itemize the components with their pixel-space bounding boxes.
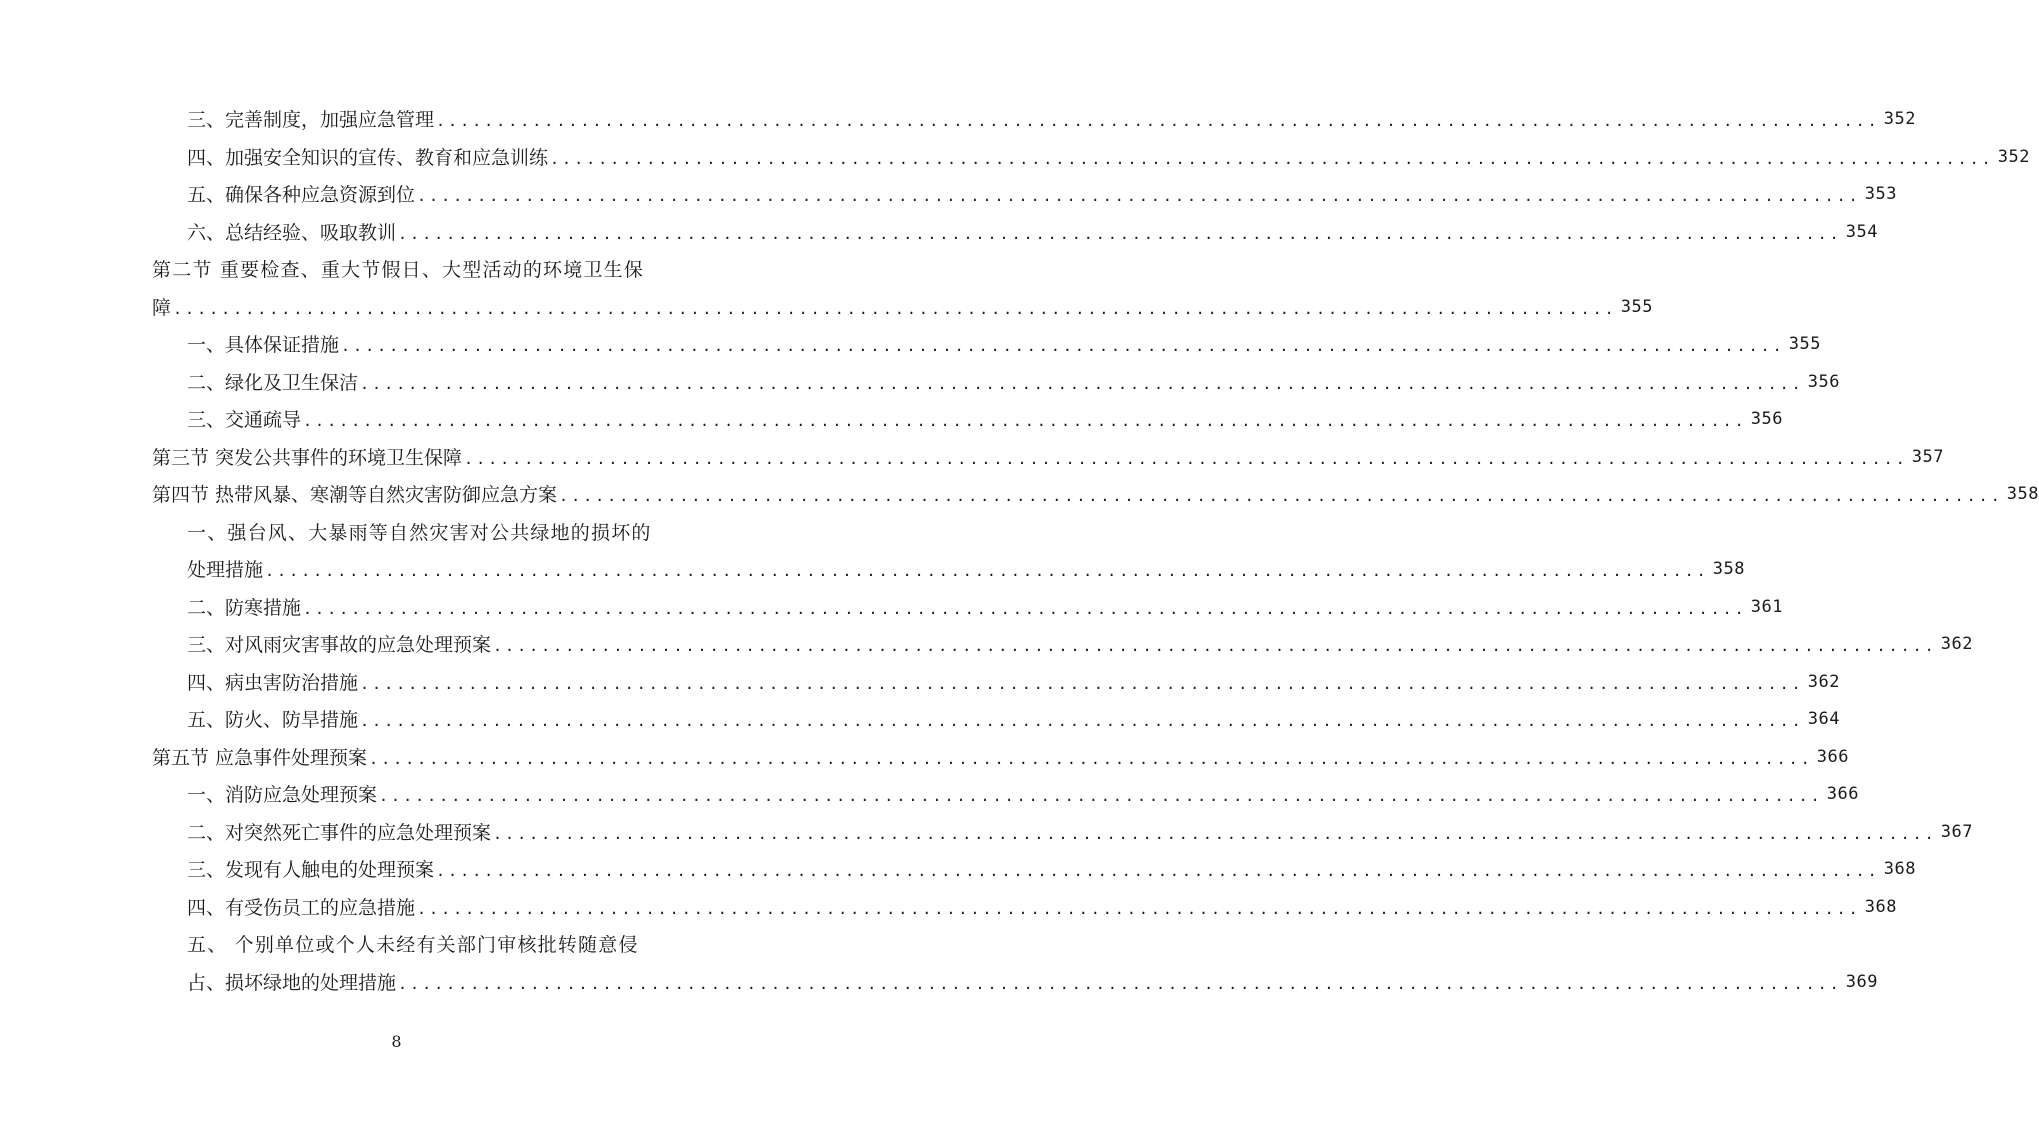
toc-leader-dots: ........................................................................................................................ xyxy=(436,112,1880,130)
toc-entry-page: 368 xyxy=(1883,858,1916,879)
toc-leader-dots: ........................................................................................................................ xyxy=(265,562,1709,580)
toc-entry-page: 355 xyxy=(1788,333,1821,354)
toc-leader-dots: ........................................................................................................................ xyxy=(360,675,1804,693)
toc-entry xyxy=(152,738,1849,775)
toc-entry-page: 367 xyxy=(1940,821,1973,842)
toc-entry-page: 352 xyxy=(1883,108,1916,129)
toc-entry xyxy=(187,888,1897,925)
toc-entry-page: 357 xyxy=(1911,446,1944,467)
toc-entry-page: 358 xyxy=(2006,483,2039,504)
toc-entry-page: 364 xyxy=(1807,708,1840,729)
toc-entry xyxy=(187,100,1916,137)
toc-entry-label: 二、防寒措施 xyxy=(187,597,302,619)
toc-entry xyxy=(187,775,1859,812)
toc-entry xyxy=(152,475,2039,512)
toc-leader-dots: ........................................................................................................................ xyxy=(417,187,1861,205)
toc-entry xyxy=(187,363,1840,400)
toc-entry-label: 占、损坏绿地的处理措施 xyxy=(187,972,397,994)
toc-entry-label: 四、加强安全知识的宣传、教育和应急训练 xyxy=(187,147,549,169)
toc-leader-dots: ........................................................................................................................ xyxy=(417,900,1861,918)
toc-leader-dots: ........................................................................................................................ xyxy=(360,712,1804,730)
toc-entry-label: 三、完善制度，加强应急管理 xyxy=(187,109,435,131)
toc-entry-page: 353 xyxy=(1864,183,1897,204)
toc-entry xyxy=(187,925,674,962)
toc-entry xyxy=(187,175,1897,212)
toc-entry-page: 356 xyxy=(1807,371,1840,392)
toc-leader-dots: ........................................................................................................................ xyxy=(464,450,1908,468)
toc-leader-dots: ........................................................................................................................ xyxy=(398,975,1842,993)
toc-entry xyxy=(187,850,1916,887)
toc-entry xyxy=(187,813,1973,850)
toc-entry xyxy=(187,588,1783,625)
toc-leader-dots: ........................................................................................................................ xyxy=(341,337,1785,355)
toc-entry-label: 第五节 应急事件处理预案 xyxy=(152,747,368,769)
toc-entry-label: 二、对突然死亡事件的应急处理预案 xyxy=(187,822,492,844)
toc-entry-label: 三、对风雨灾害事故的应急处理预案 xyxy=(187,634,492,656)
toc-entry xyxy=(187,213,1878,250)
toc-entry-label: 第四节 热带风暴、寒潮等自然灾害防御应急方案 xyxy=(152,484,558,506)
toc-entry xyxy=(187,138,2030,175)
toc-leader-dots: ........................................................................................................................ xyxy=(303,412,1747,430)
toc-entry-label: 五、确保各种应急资源到位 xyxy=(187,184,416,206)
toc-entry-label: 二、绿化及卫生保洁 xyxy=(187,372,359,394)
toc-entry xyxy=(152,288,1653,325)
toc-entry xyxy=(187,325,1821,362)
toc-entry xyxy=(187,400,1783,437)
toc-leader-dots: ........................................................................................................................ xyxy=(173,300,1617,318)
toc-entry-label: 四、病虫害防治措施 xyxy=(187,672,359,694)
toc-entry-page: 369 xyxy=(1845,971,1878,992)
toc-leader-dots: ........................................................................................................................ xyxy=(360,375,1804,393)
toc-entry-label: 一、强台风、大暴雨等自然灾害对公共绿地的损坏的 xyxy=(187,522,652,544)
toc-entry-page: 362 xyxy=(1940,633,1973,654)
toc-entry-label: 五、防火、防旱措施 xyxy=(187,709,359,731)
toc-entry-page: 368 xyxy=(1864,896,1897,917)
toc-entry-label: 五、 个别单位或个人未经有关部门审核批转随意侵 xyxy=(187,934,639,956)
toc-entry-page: 354 xyxy=(1845,221,1878,242)
toc-entry-page: 366 xyxy=(1816,746,1849,767)
toc-entry-page: 356 xyxy=(1750,408,1783,429)
toc-leader-dots: ........................................................................................................................ xyxy=(303,600,1747,618)
toc-entry-label: 第二节 重要检查、重大节假日、大型活动的环境卫生保 xyxy=(152,259,645,281)
toc-entry-page: 362 xyxy=(1807,671,1840,692)
toc-leader-dots: ........................................................................................................................ xyxy=(369,750,1813,768)
toc-leader-dots: ........................................................................................................................ xyxy=(550,150,1994,168)
toc-entry-label: 三、发现有人触电的处理预案 xyxy=(187,859,435,881)
toc-leader-dots: ........................................................................................................................ xyxy=(379,787,1823,805)
toc-entry xyxy=(187,963,1878,1000)
toc-entry xyxy=(152,438,1944,475)
toc-entry-label: 一、具体保证措施 xyxy=(187,334,340,356)
toc-entry-page: 355 xyxy=(1620,296,1653,317)
toc-entry xyxy=(187,513,674,550)
toc-entry xyxy=(187,663,1840,700)
toc-entry-label: 障 xyxy=(152,297,172,319)
toc-entry-label: 四、有受伤员工的应急措施 xyxy=(187,897,416,919)
toc-entry-label: 三、交通疏导 xyxy=(187,409,302,431)
toc-leader-dots: ........................................................................................................................ xyxy=(436,862,1880,880)
toc-entry-label: 第三节 突发公共事件的环境卫生保障 xyxy=(152,447,463,469)
toc-entry-label: 处理措施 xyxy=(187,559,264,581)
toc-entry-page: 366 xyxy=(1826,783,1859,804)
toc-entry-page: 352 xyxy=(1997,146,2030,167)
toc-entry xyxy=(152,250,674,287)
toc-entry xyxy=(187,550,1745,587)
toc-entry-page: 358 xyxy=(1712,558,1745,579)
toc-entry-label: 六、总结经验、吸取教训 xyxy=(187,222,397,244)
toc-entry-label: 一、消防应急处理预案 xyxy=(187,784,378,806)
toc-entry-page: 361 xyxy=(1750,596,1783,617)
toc-entry xyxy=(187,625,1973,662)
page-number: 8 xyxy=(391,1032,402,1051)
toc-entry xyxy=(187,700,1840,737)
toc-leader-dots: ........................................................................................................................ xyxy=(493,637,1937,655)
toc-leader-dots: ........................................................................................................................ xyxy=(559,487,2003,505)
toc-leader-dots: ........................................................................................................................ xyxy=(493,825,1937,843)
toc-leader-dots: ........................................................................................................................ xyxy=(398,225,1842,243)
